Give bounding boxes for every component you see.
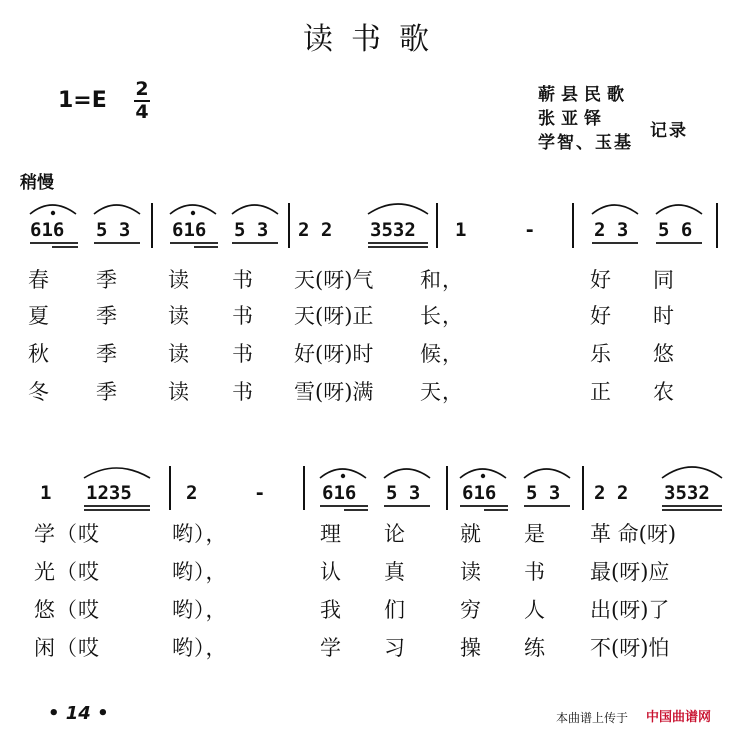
- lyric: 读: [168, 304, 190, 328]
- lyric: 读: [168, 342, 190, 366]
- lyric: 闲（哎: [34, 636, 100, 660]
- note-group: 3532: [664, 482, 710, 504]
- lyric: 练: [524, 636, 546, 660]
- lyric: 秋: [28, 342, 50, 366]
- note-group: 5 6: [658, 219, 693, 241]
- sustain-dash: -: [524, 219, 536, 241]
- lyric: 和，: [420, 268, 464, 292]
- lyric: 好(呀)时: [294, 342, 374, 366]
- lyric: 季: [96, 304, 118, 328]
- lyric: 季: [96, 268, 118, 292]
- lyric: 春: [28, 268, 50, 292]
- lyric: 天，: [420, 380, 464, 404]
- slur: [84, 468, 150, 478]
- lyric: 读: [460, 560, 482, 584]
- note-group: 2 2: [298, 219, 333, 241]
- lyric: 时: [653, 304, 675, 328]
- slur: [592, 205, 638, 214]
- time-signature-top: 2: [135, 78, 149, 100]
- lyric: 革 命(呀): [590, 522, 677, 546]
- lyric: 天(呀)正: [294, 304, 374, 328]
- lyric: 操: [460, 636, 482, 660]
- lyric: 理: [320, 522, 342, 546]
- note: 1: [455, 219, 467, 241]
- lyric: 天(呀)气: [294, 268, 374, 292]
- lyric: 们: [384, 598, 406, 622]
- note-group: 616: [462, 482, 497, 504]
- octave-dots: [51, 211, 485, 478]
- lyric: 书: [232, 268, 254, 292]
- page-number: • 14 •: [48, 703, 109, 724]
- lyric: 我: [320, 598, 342, 622]
- lyric: 论: [384, 522, 406, 546]
- lyric: 好: [590, 268, 612, 292]
- barlines: [152, 203, 717, 510]
- lyric: 哟），: [172, 636, 228, 660]
- lyric: 冬: [28, 380, 50, 404]
- lyric: 书: [232, 304, 254, 328]
- lyric: 长，: [420, 304, 464, 328]
- lyric: 候，: [420, 342, 464, 366]
- lyric: 是: [524, 522, 546, 546]
- source-role: 记录: [650, 121, 688, 141]
- lyric: 穷: [460, 598, 482, 622]
- lyric: 认: [320, 560, 342, 584]
- lyric: 农: [653, 380, 675, 404]
- note-group: 3532: [370, 219, 416, 241]
- lyric: 光（哎: [34, 560, 100, 584]
- lyric: 季: [96, 380, 118, 404]
- lyric: 夏: [28, 304, 50, 328]
- note-group: 2 3: [594, 219, 629, 241]
- source-transcriber: 张亚铎: [538, 109, 607, 129]
- song-title: 读书歌: [303, 22, 447, 57]
- lyric: 学: [320, 636, 342, 660]
- lyric: 最(呀)应: [590, 560, 670, 584]
- lyric: 悠: [653, 342, 675, 366]
- tempo-marking: 稍慢: [20, 173, 54, 193]
- slurs: [30, 204, 722, 478]
- lyric: 哟），: [172, 522, 228, 546]
- note-group: 616: [30, 219, 65, 241]
- lyric: 读: [168, 268, 190, 292]
- note: 1: [40, 482, 52, 504]
- sustain-dash: -: [254, 482, 266, 504]
- lyric: 就: [460, 522, 482, 546]
- lyric: 书: [232, 380, 254, 404]
- slur: [662, 467, 722, 478]
- lyric: 读: [168, 380, 190, 404]
- slur: [524, 469, 570, 478]
- note-group: 2 2: [594, 482, 629, 504]
- lyric: 季: [96, 342, 118, 366]
- time-signature-bottom: 4: [135, 101, 149, 123]
- slur: [94, 205, 140, 214]
- note-group: 616: [322, 482, 357, 504]
- note-group: 616: [172, 219, 207, 241]
- key-signature: 1=E: [58, 88, 107, 113]
- slur: [232, 205, 278, 214]
- lyric: 出(呀)了: [590, 598, 670, 622]
- lyric: 悠（哎: [34, 598, 100, 622]
- note-group: 5 3: [96, 219, 131, 241]
- upload-note: 本曲谱上传于: [556, 711, 629, 725]
- slur: [368, 204, 428, 214]
- lyric: 真: [384, 560, 406, 584]
- lyric: 书: [232, 342, 254, 366]
- lyric: 哟），: [172, 598, 228, 622]
- lyric: 同: [653, 268, 675, 292]
- source-origin: 蕲县民歌: [538, 85, 630, 105]
- note-group: 1235: [86, 482, 132, 504]
- lyric: 乐: [590, 342, 612, 366]
- lyric: 人: [524, 598, 546, 622]
- lyric: 正: [590, 380, 612, 404]
- note-group: 5 3: [526, 482, 561, 504]
- note: 2: [186, 482, 198, 504]
- note-group: 5 3: [234, 219, 269, 241]
- lyric: 学（哎: [34, 522, 100, 546]
- lyric: 习: [384, 636, 406, 660]
- lyric: 不(呀)怕: [590, 636, 670, 660]
- source-collectors: 学智、玉基: [538, 133, 633, 153]
- note-group: 5 3: [386, 482, 421, 504]
- lyric: 书: [524, 560, 546, 584]
- site-logo: 中国曲谱网: [646, 710, 712, 725]
- lyric: 好: [590, 304, 612, 328]
- slur: [656, 205, 702, 214]
- slur: [384, 469, 430, 478]
- lyric: 雪(呀)满: [294, 380, 374, 404]
- lyric: 哟），: [172, 560, 228, 584]
